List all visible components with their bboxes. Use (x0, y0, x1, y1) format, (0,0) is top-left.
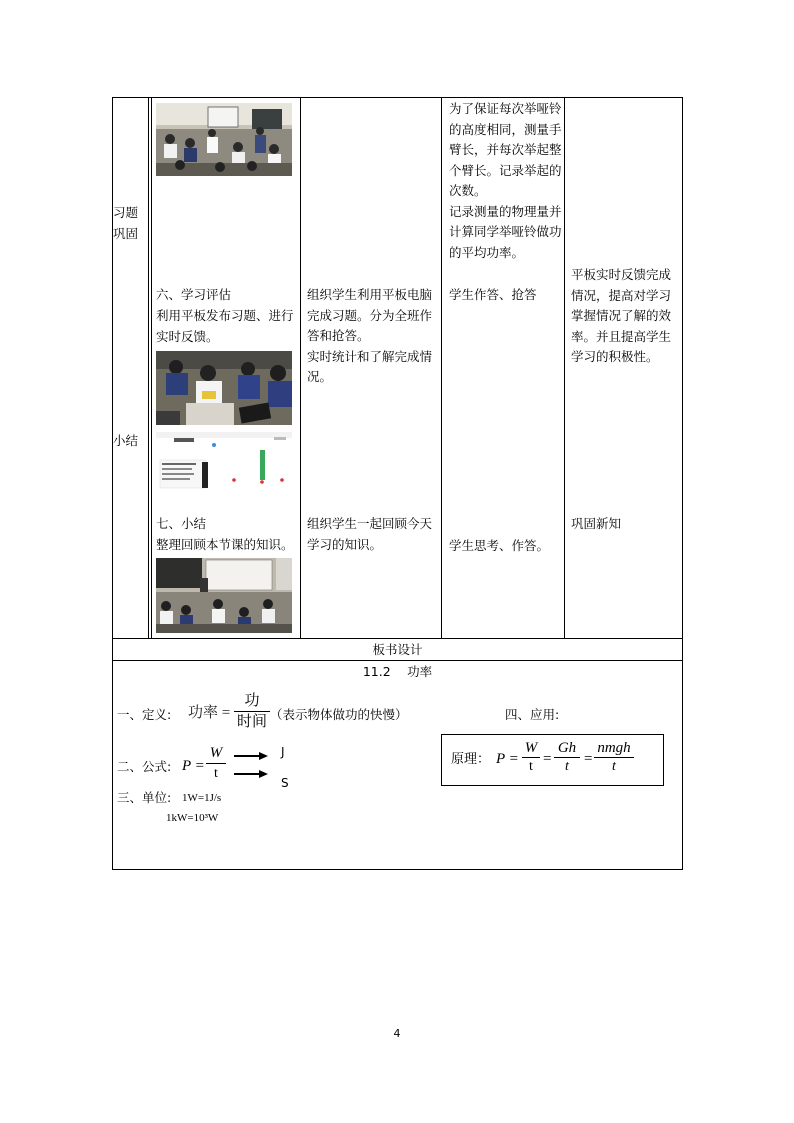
row3-design-intent: 巩固新知 (571, 516, 622, 531)
row2-activity-title: 六、学习评估 (156, 287, 232, 302)
units-label: 三、单位: (117, 790, 172, 805)
principle-fraction-2 (554, 739, 580, 776)
application-label: 四、应用: (505, 707, 560, 722)
principle-eq-2: = (584, 751, 593, 767)
col-divider-3 (441, 97, 442, 638)
classroom-photo-1 (156, 103, 292, 176)
principle-label: 原理： (451, 752, 491, 767)
arrow-to-j (234, 755, 260, 757)
principle-f3-num: nmgh (597, 740, 631, 756)
principle-fraction-3 (594, 739, 634, 776)
principle-f3-den: t (612, 759, 616, 774)
principle-f2-num: Gh (557, 740, 577, 756)
row2-student-action: 学生作答、抢答 (449, 287, 537, 302)
unit-line-1: 1W=1J/s (182, 792, 222, 804)
definition-denominator: 时间 (236, 714, 267, 730)
board-design-header: 板书设计 (372, 642, 423, 657)
principle-f1-den: t (529, 759, 533, 774)
formula-label: 二、公式: (117, 759, 172, 774)
formula-denominator: t (214, 766, 218, 781)
arrow-to-s (234, 773, 260, 775)
fraction-bar (234, 711, 270, 712)
row-divider-1 (112, 638, 683, 639)
definition-fraction (234, 692, 270, 731)
formula-lhs: P = (182, 758, 205, 774)
row2-design-intent: 平板实时反馈完成 情况，提高对学习 掌握情况了解的效 率。并且提高学生 学习的积极性。 (571, 267, 672, 364)
principle-f1-num: W (524, 740, 538, 756)
stage-label-summary: 小结 (113, 433, 139, 448)
stage-label-exercise: 习题 巩固 (113, 205, 139, 241)
row3-activity-desc: 整理回顾本节课的知识。 (156, 537, 294, 552)
principle-eq-1: = (543, 751, 552, 767)
row1-teacher-action: 为了保证每次举哑铃 的高度相同，测量手 臂长，并每次举起整 个臂长。记录举起的 次数。 记录测量的物理量并 计算同学举哑铃做功 的平均功率。 (449, 101, 562, 260)
page-number: 4 (393, 1027, 401, 1040)
row2-teacher-action: 组织学生利用平板电脑 完成习题。分为全班作 答和抢答。 实时统计和了解完成情 况。 (307, 287, 433, 384)
row3-activity-title: 七、小结 (156, 516, 207, 531)
fraction-bar (206, 763, 226, 764)
definition-label: 一、定义: (117, 707, 172, 722)
row-divider-2 (112, 660, 683, 661)
row3-teacher-action: 组织学生一起回顾今天 学习的知识。 (307, 516, 433, 552)
definition-note: （表示物体做功的快慢） (270, 707, 408, 722)
board-title: 11.2 功率 (362, 664, 433, 679)
unit-j: J (281, 745, 285, 759)
table-bottom-border (112, 869, 683, 870)
row3-student-action: 学生思考、作答。 (449, 538, 550, 553)
principle-p: P = (496, 751, 519, 767)
unit-s: S (281, 776, 289, 790)
col-divider-1b (151, 97, 152, 638)
table-right-border (682, 97, 683, 869)
principle-box (441, 734, 664, 786)
principle-f2-den: t (565, 759, 569, 774)
col-divider-4 (564, 97, 565, 638)
definition-lhs: 功率 = (188, 705, 231, 721)
arrow-head-j (259, 752, 268, 760)
formula-fraction (206, 745, 226, 782)
principle-fraction-1 (522, 739, 540, 776)
tablet-students-photo (156, 351, 292, 425)
definition-numerator: 功 (244, 693, 260, 709)
arrow-head-s (259, 770, 268, 778)
formula-numerator: W (209, 745, 223, 761)
row2-activity-desc: 利用平板发布习题、进行 实时反馈。 (156, 308, 294, 344)
unit-line-2: 1kW=10³W (166, 812, 219, 824)
table-top-border (112, 97, 683, 98)
classroom-photo-2 (156, 558, 292, 633)
col-divider-2 (300, 97, 301, 638)
col-divider-1 (148, 97, 149, 638)
tablet-stats-screenshot (156, 432, 292, 502)
